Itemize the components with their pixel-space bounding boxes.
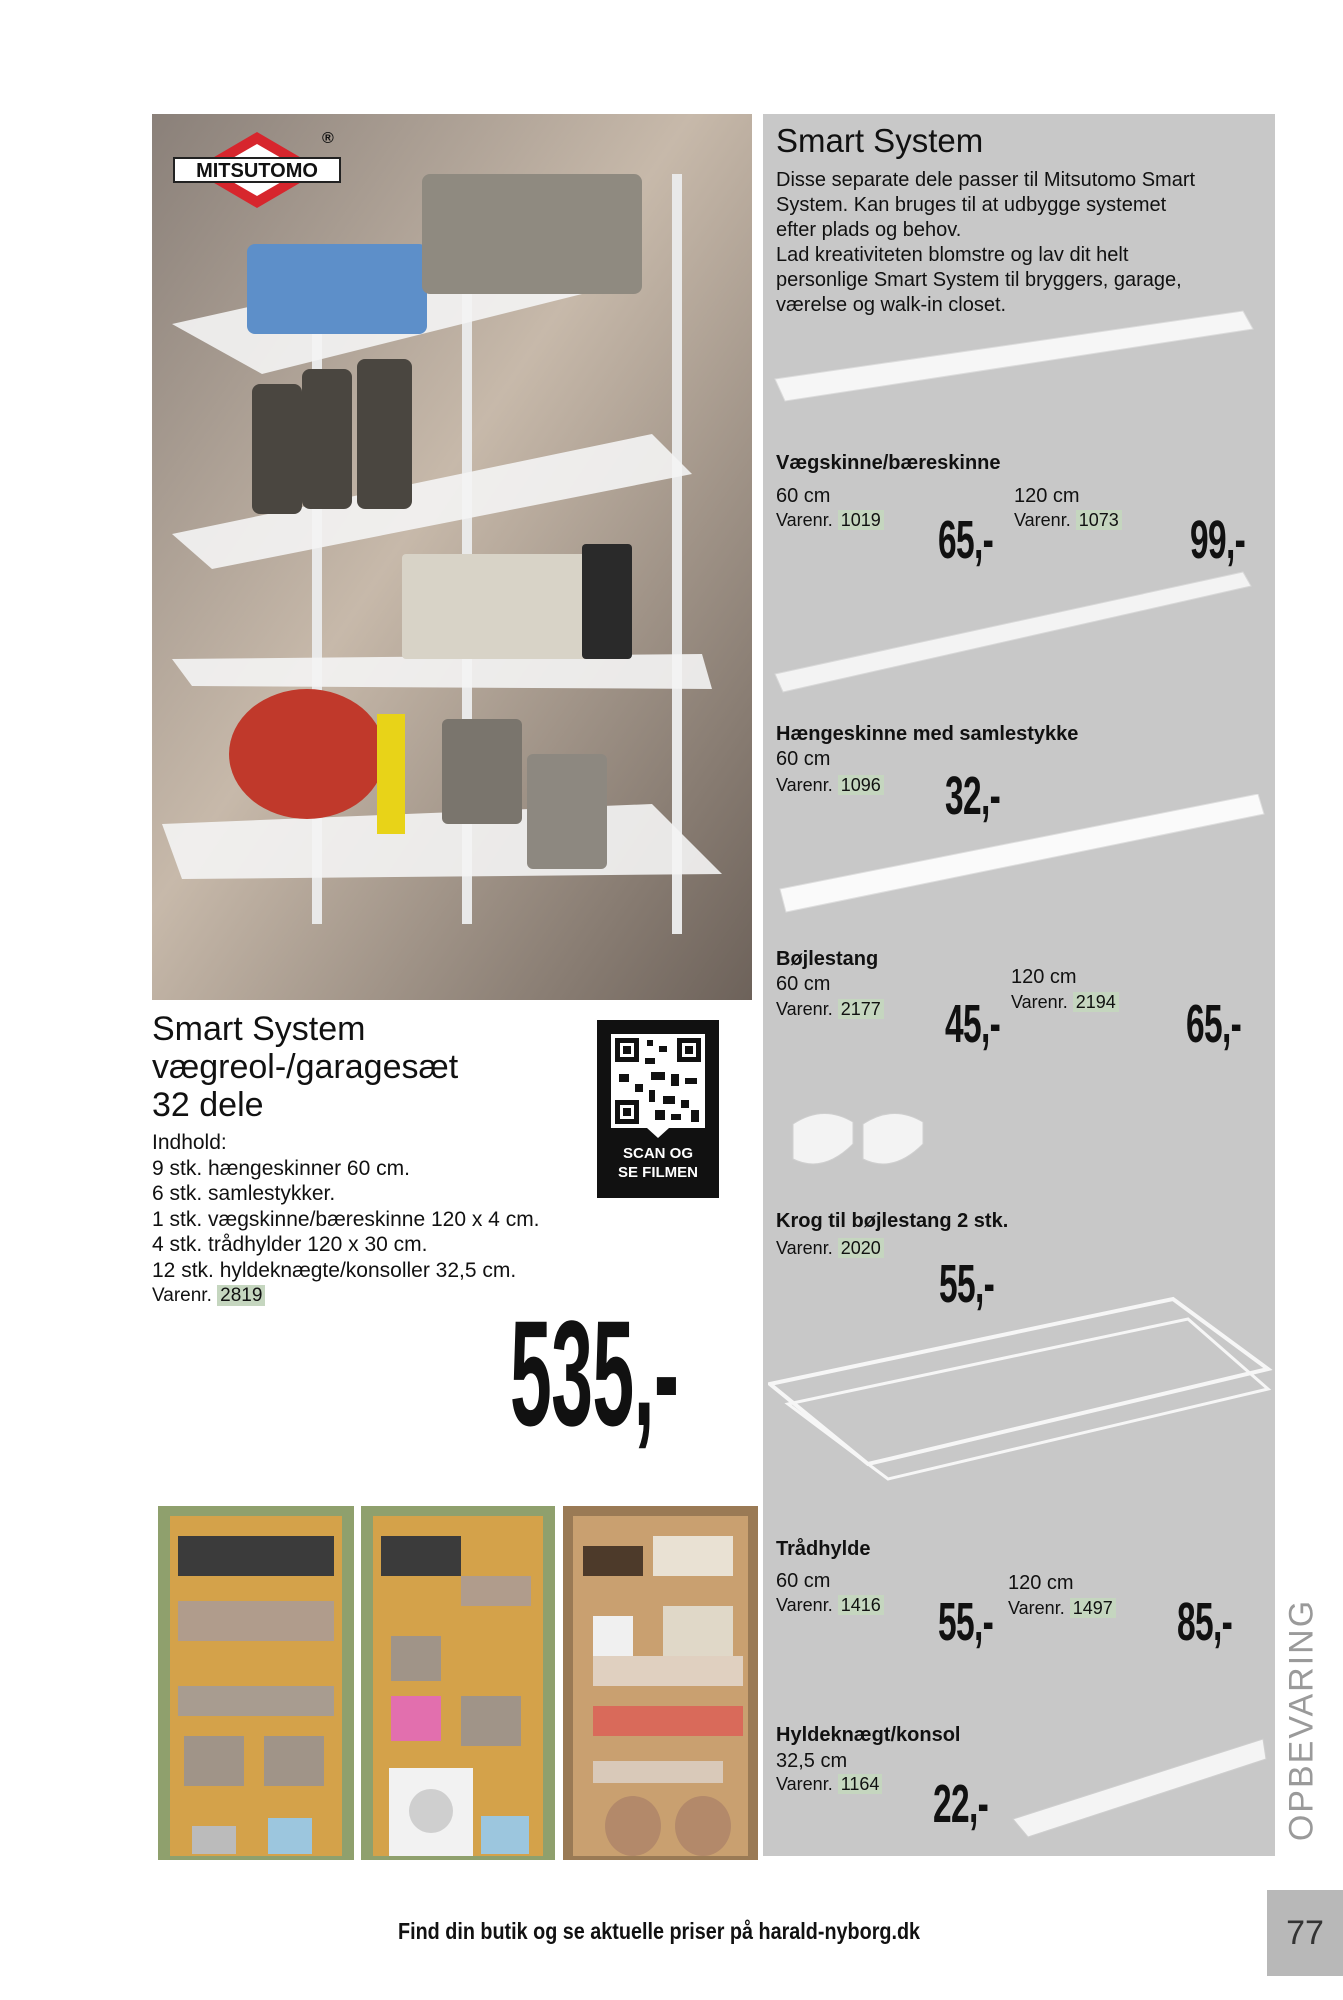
product-size: 60 cm bbox=[776, 748, 831, 770]
registered-mark: ® bbox=[322, 130, 334, 147]
product-name: Hyldeknægt/konsol bbox=[776, 1724, 961, 1746]
shelving-illustration bbox=[152, 114, 752, 1000]
contents-line: 1 stk. vægskinne/bæreskinne 120 x 4 cm. bbox=[152, 1207, 540, 1231]
intro-line: System. Kan bruges til at udbygge systemet bbox=[776, 194, 1167, 216]
hanging-rod-image bbox=[778, 794, 1278, 914]
contents-line: Indhold: bbox=[152, 1131, 227, 1154]
varenr-number: 1073 bbox=[1076, 510, 1122, 530]
product-size: 120 cm bbox=[1011, 966, 1077, 988]
product-varenr: Varenr. 2194 bbox=[1011, 992, 1119, 1013]
product-size: 60 cm bbox=[776, 973, 831, 995]
intro-line: værelse og walk-in closet. bbox=[776, 294, 1007, 316]
panel-title: Smart System bbox=[776, 122, 984, 159]
varenr-number: 2819 bbox=[217, 1285, 265, 1306]
bracket-image bbox=[1008, 1729, 1273, 1839]
panel-intro bbox=[776, 168, 1266, 318]
title-line: Smart System bbox=[152, 1010, 366, 1048]
product-varenr: Varenr. 2177 bbox=[776, 999, 884, 1020]
qr-code[interactable] bbox=[611, 1034, 705, 1128]
title-line: 32 dele bbox=[152, 1086, 264, 1124]
qr-code-box[interactable] bbox=[597, 1020, 719, 1198]
contents-line: 12 stk. hyldeknægte/konsoller 32,5 cm. bbox=[152, 1258, 517, 1282]
varenr-number: 2177 bbox=[838, 999, 884, 1019]
product-price: 65,- bbox=[938, 510, 994, 570]
contents-line: 6 stk. samlestykker. bbox=[152, 1182, 336, 1205]
footer-link-text[interactable]: Find din butik og se aktuelle priser på harald-nyborg.dk bbox=[398, 1918, 921, 1944]
product-size: 120 cm bbox=[1014, 485, 1080, 507]
contents-line: 4 stk. trådhylder 120 x 30 cm. bbox=[152, 1233, 428, 1256]
qr-label-line: SE FILMEN bbox=[617, 1164, 698, 1181]
title-line: vægreol-/garagesæt bbox=[152, 1048, 459, 1086]
qr-pointer bbox=[647, 1128, 669, 1138]
qr-label-line: SCAN OG bbox=[622, 1145, 693, 1162]
main-price: 535,- bbox=[510, 1289, 679, 1457]
product-price: 85,- bbox=[1177, 1592, 1233, 1652]
product-name: Bøjlestang bbox=[776, 948, 879, 970]
wall-rail-image bbox=[773, 309, 1273, 404]
accessories-panel bbox=[763, 114, 1275, 1856]
wire-shelf-image bbox=[768, 1294, 1273, 1484]
product-price: 55,- bbox=[939, 1254, 995, 1314]
logo-text: MITSUTOMO bbox=[196, 160, 318, 182]
product-varenr: Varenr. 1497 bbox=[1008, 1598, 1116, 1619]
product-varenr: Varenr. 1019 bbox=[776, 510, 884, 531]
main-varenr bbox=[152, 1283, 540, 1309]
category-label-text: OPBEVARING bbox=[1282, 1598, 1321, 1842]
varenr-number: 1096 bbox=[838, 775, 884, 795]
product-varenr: Varenr. 1416 bbox=[776, 1595, 884, 1616]
intro-line: personlige Smart System til bryggers, garage, bbox=[776, 269, 1182, 291]
product-price: 99,- bbox=[1190, 510, 1246, 570]
hero-photo bbox=[152, 114, 752, 1000]
product-name: Vægskinne/bæreskinne bbox=[776, 452, 1001, 474]
varenr-number: 2020 bbox=[838, 1238, 884, 1258]
product-name: Trådhylde bbox=[776, 1538, 871, 1560]
mitsutomo-logo bbox=[172, 130, 342, 210]
page-number: 77 bbox=[1267, 1890, 1343, 1976]
product-varenr: Varenr. 2020 bbox=[776, 1238, 884, 1259]
varenr-label: Varenr. bbox=[152, 1285, 212, 1306]
closet-photo-3 bbox=[563, 1506, 758, 1860]
product-price: 32,- bbox=[945, 766, 1001, 826]
product-price: 65,- bbox=[1186, 994, 1242, 1054]
product-size: 32,5 cm bbox=[776, 1750, 848, 1772]
closet-photo-1 bbox=[158, 1506, 354, 1860]
product-size: 60 cm bbox=[776, 1570, 831, 1592]
closet-photo-2 bbox=[361, 1506, 555, 1860]
product-name: Krog til bøjlestang 2 stk. bbox=[776, 1210, 1009, 1232]
product-size: 120 cm bbox=[1008, 1572, 1074, 1594]
product-varenr: Varenr. 1073 bbox=[1014, 510, 1122, 531]
hanging-rail-image bbox=[773, 564, 1273, 694]
intro-line: efter plads og behov. bbox=[776, 219, 962, 241]
varenr-number: 1497 bbox=[1070, 1598, 1116, 1618]
product-size: 60 cm bbox=[776, 485, 831, 507]
product-price: 22,- bbox=[933, 1774, 989, 1834]
main-product-title bbox=[152, 1010, 458, 1124]
rod-hook-image bbox=[783, 1104, 953, 1184]
intro-line: Disse separate dele passer til Mitsutomo Smart bbox=[776, 169, 1196, 191]
category-label bbox=[1280, 1585, 1324, 1855]
product-varenr: Varenr. 1164 bbox=[776, 1774, 882, 1795]
contents-line: 9 stk. hængeskinner 60 cm. bbox=[152, 1156, 410, 1180]
intro-line: Lad kreativiteten blomstre og lav dit helt bbox=[776, 244, 1129, 266]
product-price: 55,- bbox=[938, 1592, 994, 1652]
varenr-number: 2194 bbox=[1073, 992, 1119, 1012]
varenr-number: 1019 bbox=[838, 510, 884, 530]
qr-label bbox=[597, 1144, 719, 1182]
product-name: Hængeskinne med samlestykke bbox=[776, 723, 1079, 745]
varenr-number: 1416 bbox=[838, 1595, 884, 1615]
product-price: 45,- bbox=[945, 994, 1001, 1054]
product-varenr: Varenr. 1096 bbox=[776, 775, 884, 796]
varenr-number: 1164 bbox=[838, 1774, 883, 1794]
main-product-contents bbox=[152, 1130, 540, 1309]
